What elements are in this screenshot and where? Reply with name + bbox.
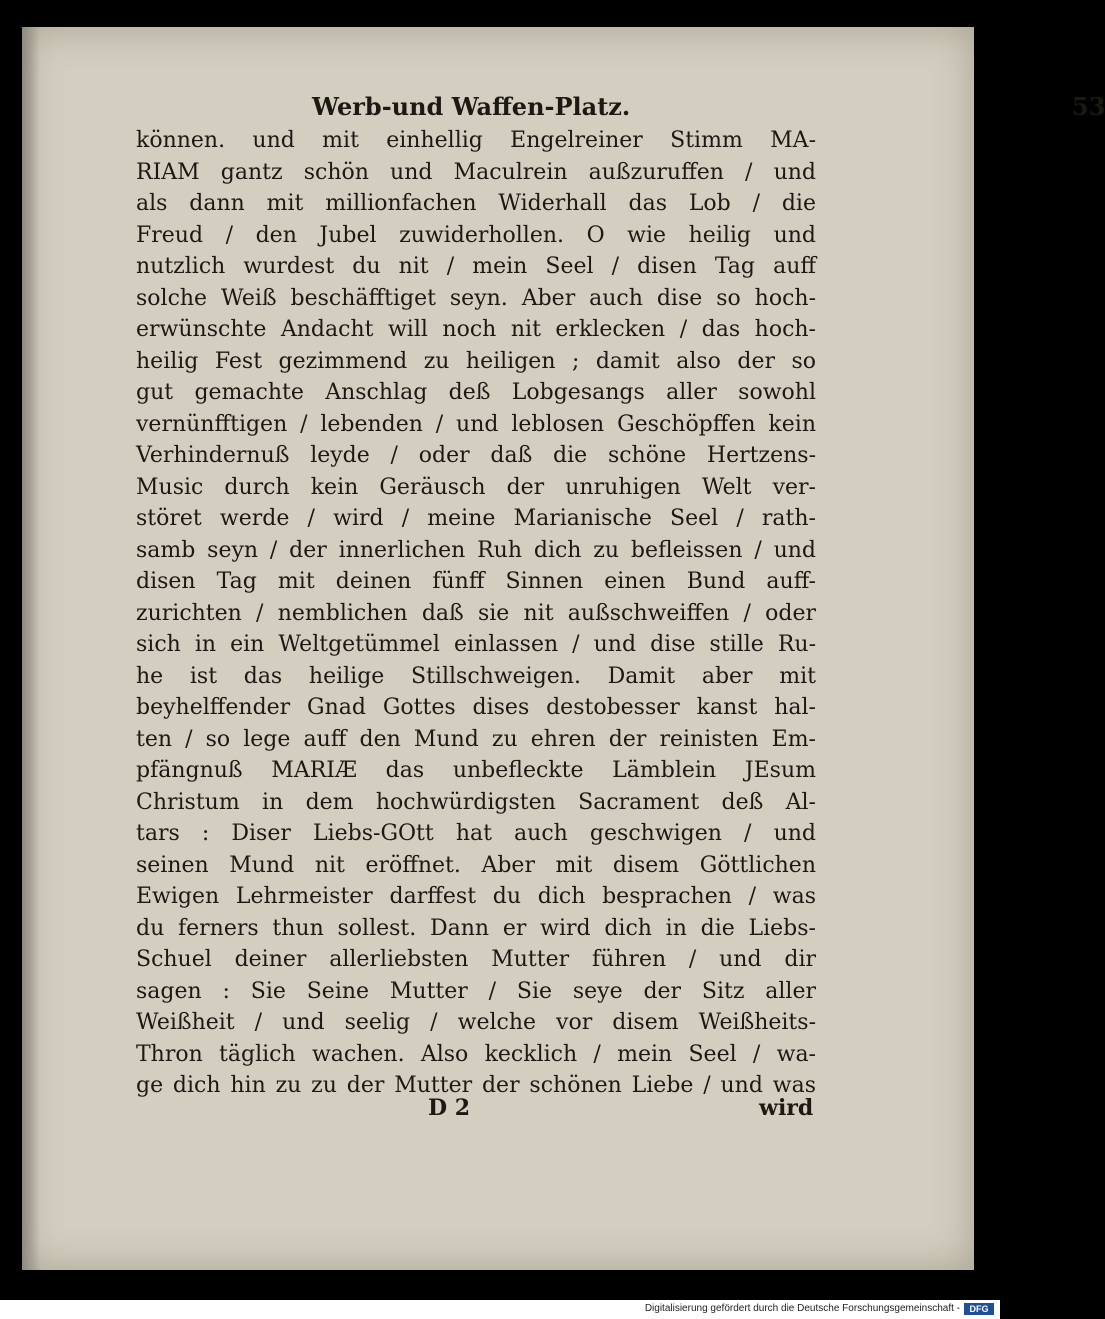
text-line: Freud / den Jubel zuwiderhollen. O wie heilig und xyxy=(136,222,816,248)
text-line: RIAM gantz schön und Maculrein außzuruffen / und xyxy=(136,159,816,185)
text-line: Verhindernuß leyde / oder daß die schöne Hertzens- xyxy=(136,443,816,468)
text-line: gut gemachte Anschlag deß Lobgesangs aller sowohl xyxy=(136,380,816,405)
funding-credit: Digitalisierung gefördert durch die Deutsche Forschungsgemeinschaft - xyxy=(644,1303,960,1314)
text-line: zurichten / nemblichen daß sie nit außschweiffen / oder xyxy=(136,600,816,626)
text-line: samb seyn / der innerlichen Ruh dich zu befleissen / und xyxy=(136,537,816,563)
text-line: tars : Diser Liebs-GOtt hat auch geschwigen / und xyxy=(136,821,816,846)
text-line: seinen Mund nit eröffnet. Aber mit disem Göttlichen xyxy=(136,852,816,878)
text-line: Christum in dem hochwürdigsten Sacrament deß Al- xyxy=(136,789,816,815)
running-title: Werb-und Waffen-Platz. xyxy=(312,92,631,121)
book-page xyxy=(22,27,1105,1270)
text-line: ten / so lege auff den Mund zu ehren der reinisten Em- xyxy=(136,726,816,752)
dfg-logo: DFG xyxy=(964,1303,994,1315)
text-line: nutzlich wurdest du nit / mein Seel / disen Tag auff xyxy=(136,254,816,279)
text-line: Music durch kein Geräusch der unruhigen Welt ver- xyxy=(136,474,816,500)
text-line: Weißheit / und seelig / welche vor disem Weißheits- xyxy=(136,1010,816,1035)
text-line: pfängnuß MARIÆ das unbefleckte Lämblein JEsum xyxy=(136,758,816,783)
text-line: disen Tag mit deinen fünff Sinnen einen Bund auff- xyxy=(136,569,816,594)
text-line: Thron täglich wachen. Also kecklich / mein Seel / wa- xyxy=(136,1041,816,1067)
text-line: vernünfftigen / lebenden / und leblosen Geschöpffen kein xyxy=(136,411,816,437)
footer-bar xyxy=(0,1300,1000,1319)
text-line: beyhelffender Gnad Gottes dises destobesser kanst hal- xyxy=(136,695,816,720)
running-head xyxy=(312,92,1105,121)
text-line: he ist das heilige Stillschweigen. Damit aber mit xyxy=(136,663,816,689)
text-line: du ferners thun sollest. Dann er wird dich in die Liebs- xyxy=(136,915,816,941)
body-text xyxy=(136,125,816,1102)
text-line: als dann mit millionfachen Widerhall das Lob / die xyxy=(136,191,816,216)
text-line: heilig Fest gezimmend zu heiligen ; damit also der so xyxy=(136,348,816,374)
catchword: wird xyxy=(759,1095,814,1121)
signature-mark: D 2 xyxy=(428,1095,471,1121)
text-line: sich in ein Weltgetümmel einlassen / und dise stille Ru- xyxy=(136,632,816,657)
text-line: können. und mit einhellig Engelreiner Stimm MA- xyxy=(136,128,816,153)
text-line: Schuel deiner allerliebsten Mutter führen / und dir xyxy=(136,947,816,972)
text-line: sagen : Sie Seine Mutter / Sie seye der Sitz aller xyxy=(136,978,816,1004)
text-line: störet werde / wird / meine Marianische Seel / rath- xyxy=(136,506,816,531)
text-line: Ewigen Lehrmeister darffest du dich besprachen / was xyxy=(136,884,816,909)
text-line: erwünschte Andacht will noch nit erklecken / das hoch- xyxy=(136,317,816,342)
page-number: 53 xyxy=(1072,92,1105,121)
text-line: solche Weiß beschäfftiget seyn. Aber auch dise so hoch- xyxy=(136,285,816,311)
text-line: ge dich hin zu zu der Mutter der schönen Liebe / und was xyxy=(136,1073,816,1098)
